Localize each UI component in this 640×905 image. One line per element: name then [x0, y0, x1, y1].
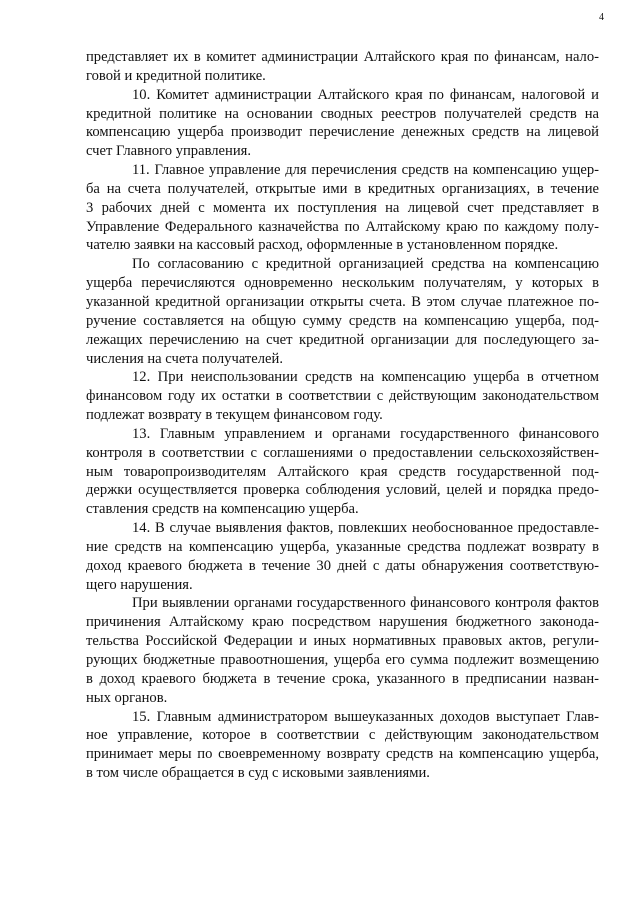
text-line: причинения Алтайскому краю посредством нарушения бюджетного законода- [86, 614, 599, 631]
text-line: ным товаропроизводителям Алтайского края средств государственной под- [86, 463, 599, 480]
text-line: чателю заявки на кассовый расход, оформленные в установленном порядке. [86, 237, 559, 254]
text-line: в том числе обращается в суд с исковыми заявлениями. [86, 765, 430, 782]
text-line: ущерба перечисляются одновременно нескольким получателям, у которых в [86, 275, 599, 292]
text-line: финансовом году их остатки в соответствии с действующим законодательством [86, 388, 599, 405]
text-line: принимает меры по своевременному возврату средств на компенсацию ущерба, [86, 746, 599, 763]
text-line: доход краевого бюджета в течение 30 дней с даты обнаружения соответствую- [86, 557, 599, 574]
text-line: говой и кредитной политике. [86, 67, 266, 84]
text-line: 10. Комитет администрации Алтайского края по финансам, налоговой и [132, 86, 599, 103]
text-line: указанной кредитной организации открыты счета. В этом случае платежное по- [86, 293, 599, 310]
text-line: подлежат возврату в текущем финансовом году. [86, 407, 383, 424]
text-line: щего нарушения. [86, 576, 193, 593]
text-line: По согласованию с кредитной организацией средства на компенсацию [132, 256, 599, 273]
text-line: в доход краевого бюджета в течение срока, указанного в предписании назван- [86, 670, 599, 687]
text-line: 15. Главным администратором вышеуказанных доходов выступает Глав- [132, 708, 599, 725]
text-line: ных органов. [86, 689, 168, 706]
text-line: контроля в соответствии с соглашениями о предоставлении сельскохозяйствен- [86, 444, 599, 461]
text-line: 11. Главное управление для перечисления средств на компенсацию ущер- [132, 162, 599, 179]
text-line: счет Главного управления. [86, 143, 252, 160]
text-line: держки осуществляется проверка соблюдения условий, целей и порядка предо- [86, 482, 599, 499]
text-line: тельства Российской Федерации и иных нормативных правовых актов, регули- [86, 633, 599, 650]
text-line: 13. Главным управлением и органами государственного финансового [132, 425, 599, 442]
page-number: 4 [599, 12, 604, 23]
text-line: ручение составляется на общую сумму средств на компенсацию ущерба, под- [86, 312, 599, 329]
text-line: 12. При неиспользовании средств на компенсацию ущерба в отчетном [132, 369, 599, 386]
text-line: ние средств на компенсацию ущерба, указанные средства подлежат возврату в [86, 538, 599, 555]
text-line: При выявлении органами государственного финансового контроля фактов [132, 595, 599, 612]
text-line: ное управление, которое в соответствии с действующим законодательством [86, 727, 599, 744]
text-line: ба на счета получателей, открытые ими в кредитных организациях, в течение [86, 180, 599, 197]
document-body [86, 48, 599, 783]
text-line: числения на счета получателей. [86, 350, 283, 367]
text-line: рующих бюджетные правоотношения, ущерба его сумма подлежит возмещению [86, 652, 599, 668]
text-line: ставления средств на компенсацию ущерба. [86, 501, 359, 518]
text-line: 14. В случае выявления фактов, повлекших необоснованное предоставле- [132, 520, 599, 537]
text-line: кредитной политике на основании сводных реестров получателей средств на [86, 105, 599, 122]
text-line: 3 рабочих дней с момента их поступления на лицевой счет представляет в [86, 199, 599, 216]
text-line: Управление Федерального казначейства по Алтайскому краю по каждому полу- [86, 218, 599, 235]
text-line: представляет их в комитет администрации Алтайского края по финансам, нало- [86, 49, 599, 65]
text-line: лежащих перечислению на счет кредитной организации для последующего за- [86, 331, 599, 348]
text-line: компенсацию ущерба производит перечисление денежных средств на лицевой [86, 124, 599, 141]
